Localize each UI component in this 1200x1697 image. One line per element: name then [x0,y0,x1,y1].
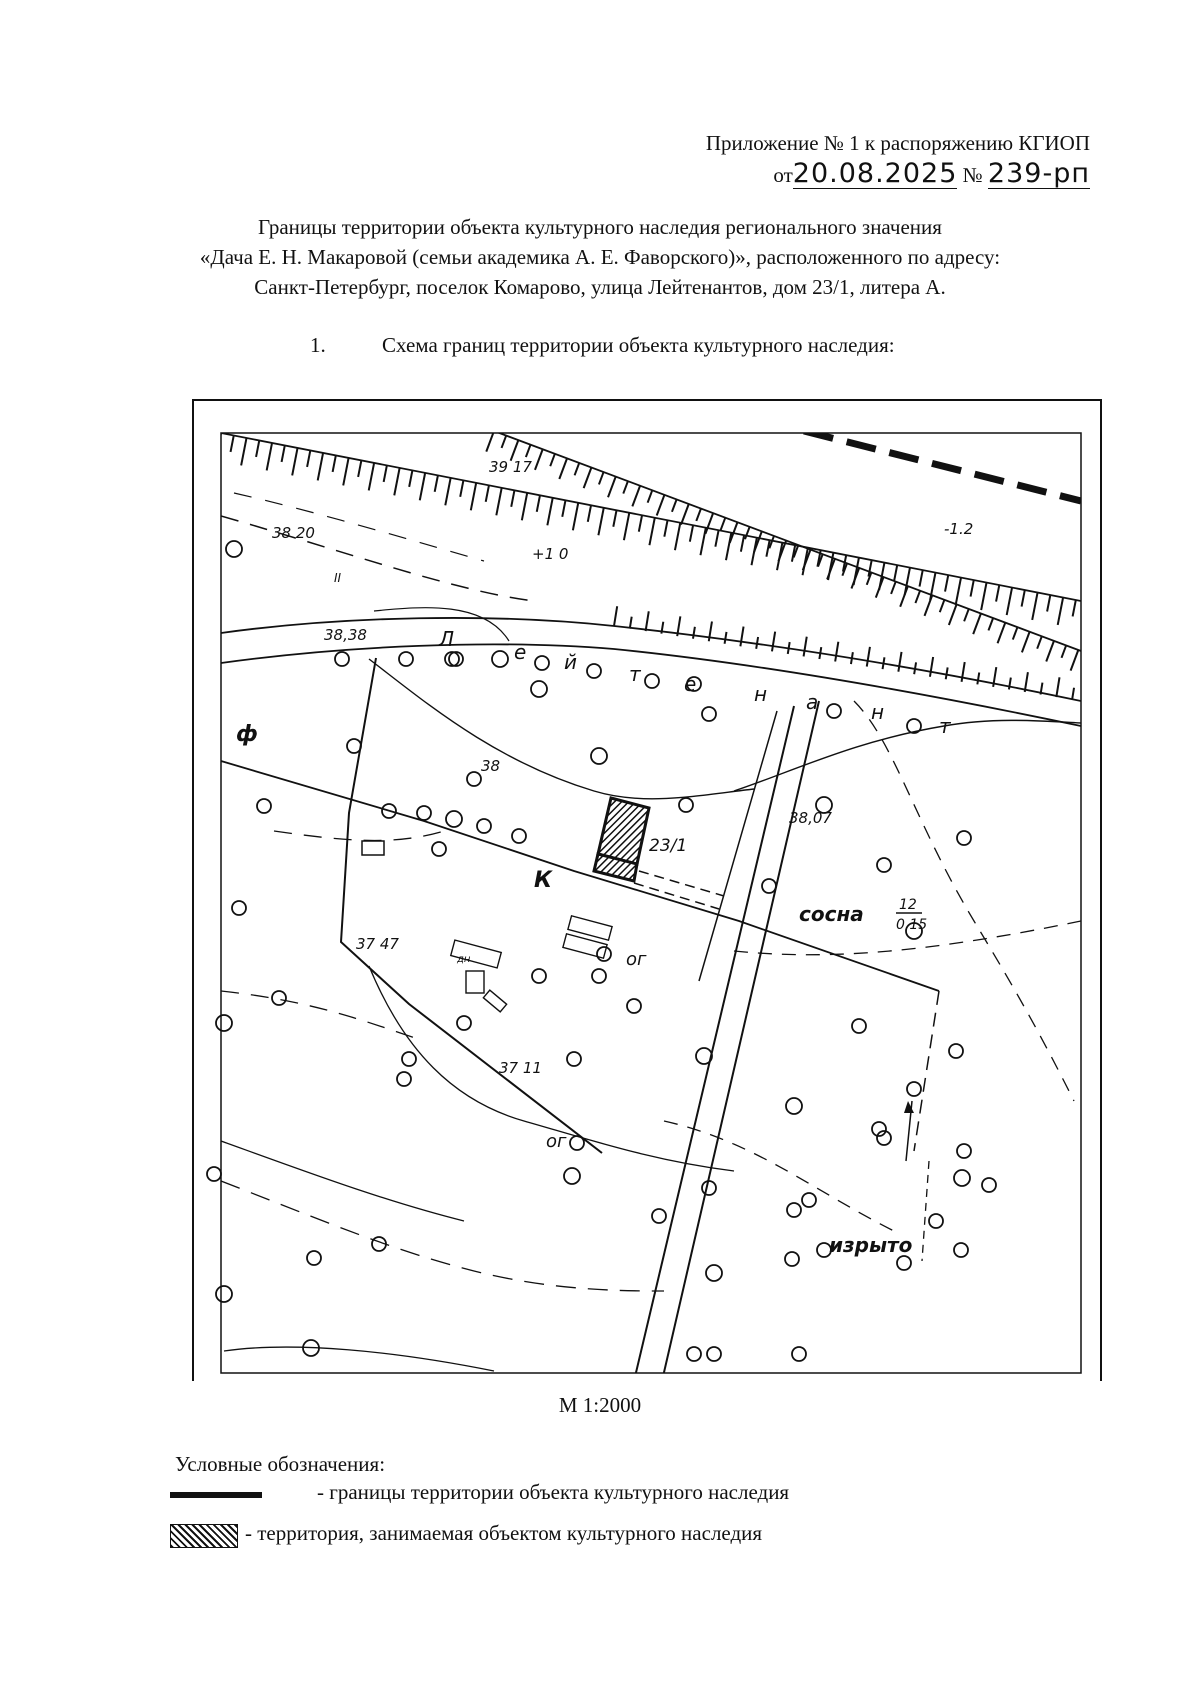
tree-symbol [954,1170,970,1186]
tree-symbol [949,1044,963,1058]
legend-boundary-symbol [170,1492,262,1498]
tree-symbol [877,858,891,872]
label-dn: дн [457,954,471,965]
topographic-map [194,401,1100,1381]
street-letter-2: е [514,640,527,664]
tree-symbol [216,1015,232,1031]
tree-symbol [402,1052,416,1066]
section-heading [310,333,895,358]
label-izryto: изрыто [829,1233,913,1257]
tree-symbol [592,969,606,983]
tree-symbol [786,1098,802,1114]
tree-symbol [957,1144,971,1158]
lane-east-edge [662,701,819,1381]
tree-symbol [397,1072,411,1086]
tree-symbol [399,652,413,666]
legend-title: Условные обозначения: [175,1452,386,1476]
tree-symbol [467,772,481,786]
title-line-2: «Дача Е. Н. Макаровой (семьи академика А. Е. Фаворского)», расположенного по адресу: [199,245,1001,269]
tree-symbol [591,748,607,764]
tree-symbol [446,811,462,827]
label-f: ф [236,722,258,747]
label-ii: II [334,571,342,585]
tree-symbol [531,681,547,697]
contour-38: 38 [481,757,501,775]
street-letter-4: т [629,662,641,686]
title-line-1: Границы территории объекта культурного наследия регионального значения [258,215,942,239]
tree-symbol [232,901,246,915]
tree-symbol [207,1167,221,1181]
label-og-2: ог [546,1131,567,1152]
date-prefix: от [773,163,793,187]
street-letter-3: й [564,650,577,674]
label-sosna-num: 12 [899,897,917,913]
tree-symbol [679,798,693,812]
legend-territory-label: - территория, занимаемая объектом культурного наследия [245,1521,763,1545]
tree-symbol [702,1181,716,1195]
street-edge-south [221,644,1081,726]
lane-west-edge [634,706,794,1381]
elev-3747: 37 47 [356,935,399,953]
tree-symbol [787,1203,801,1217]
map-scale: М 1:2000 [558,1393,642,1417]
tree-symbol [432,842,446,856]
tree-symbol [570,1136,584,1150]
tree-symbol [307,1251,321,1265]
label-sosna-den: 0 15 [896,917,928,933]
tree-symbol [802,1193,816,1207]
tree-symbol [257,799,271,813]
tree-symbol [335,652,349,666]
label-og-1: ог [626,949,647,970]
tree-symbol [827,704,841,718]
tree-symbol [226,541,242,557]
heritage-building [594,798,649,881]
tree-symbol [929,1214,943,1228]
legend-territory-symbol [170,1524,238,1548]
house-number: 23/1 [649,836,688,856]
tree-symbol [492,651,508,667]
slope-hatching [216,431,1079,700]
tree-symbol [696,1048,712,1064]
tree-symbol [762,879,776,893]
tree-symbol [347,739,361,753]
order-date: 20.08.2025 [792,158,958,189]
map-linework [216,431,1081,1381]
tree-symbol [535,656,549,670]
tree-symbol [957,831,971,845]
tree-symbol [417,806,431,820]
tree-symbol [707,1347,721,1361]
section-number: 1. [310,333,326,357]
parcel-line [221,761,939,991]
elev-3838: 38,38 [324,626,367,644]
tree-symbol [457,1016,471,1030]
tree-symbol [532,969,546,983]
street-letter-5: е [684,672,697,696]
tree-symbol [702,707,716,721]
order-number: 239-рп [987,158,1090,189]
street-letter-9: т [939,714,951,738]
tree-symbol [645,674,659,688]
tree-symbol [687,1347,701,1361]
label-sosna: сосна [799,902,864,926]
tree-symbol [477,819,491,833]
elev-3917: 39 17 [489,458,532,476]
tree-symbol [564,1168,580,1184]
document-title [0,212,1200,302]
elev-plus10: +1 0 [532,545,569,563]
tree-symbol [587,664,601,678]
tree-symbol [706,1265,722,1281]
street-letter-7: а [806,690,819,714]
street-letter-6: н [754,682,768,706]
elev-3820: 38 20 [272,524,315,542]
tree-symbol [907,719,921,733]
legend-boundary-label: - границы территории объекта культурного наследия [317,1480,790,1504]
title-line-3: Санкт-Петербург, поселок Комарово, улица Лейтенантов, дом 23/1, литера А. [254,275,946,299]
tree-symbol [272,991,286,1005]
map-inner-border [221,433,1081,1373]
street-letter-8: н [871,700,885,724]
railway [804,431,1081,501]
label-k: К [534,868,552,893]
tree-symbol [897,1256,911,1270]
tree-symbol [792,1347,806,1361]
tree-symbol [907,1082,921,1096]
tree-symbol [785,1252,799,1266]
street-letter-1: Л [439,627,455,651]
elev-minus12: -1.2 [944,520,974,538]
tree-symbol [954,1243,968,1257]
tree-symbol [982,1178,996,1192]
section-label: Схема границ территории объекта культурного наследия: [382,333,895,357]
appendix-heading: Приложение № 1 к распоряжению КГИОП [705,131,1090,155]
boundary-map [192,399,1102,1381]
tree-symbol [567,1052,581,1066]
tree-symbol [652,1209,666,1223]
order-date-line [773,160,1090,189]
tree-symbol [852,1019,866,1033]
tree-symbol [627,999,641,1013]
elev-3711: 37 11 [499,1059,542,1077]
tree-symbol [216,1286,232,1302]
tree-symbol [512,829,526,843]
elev-3807: 38,07 [789,809,832,827]
number-sign: № [962,163,983,187]
